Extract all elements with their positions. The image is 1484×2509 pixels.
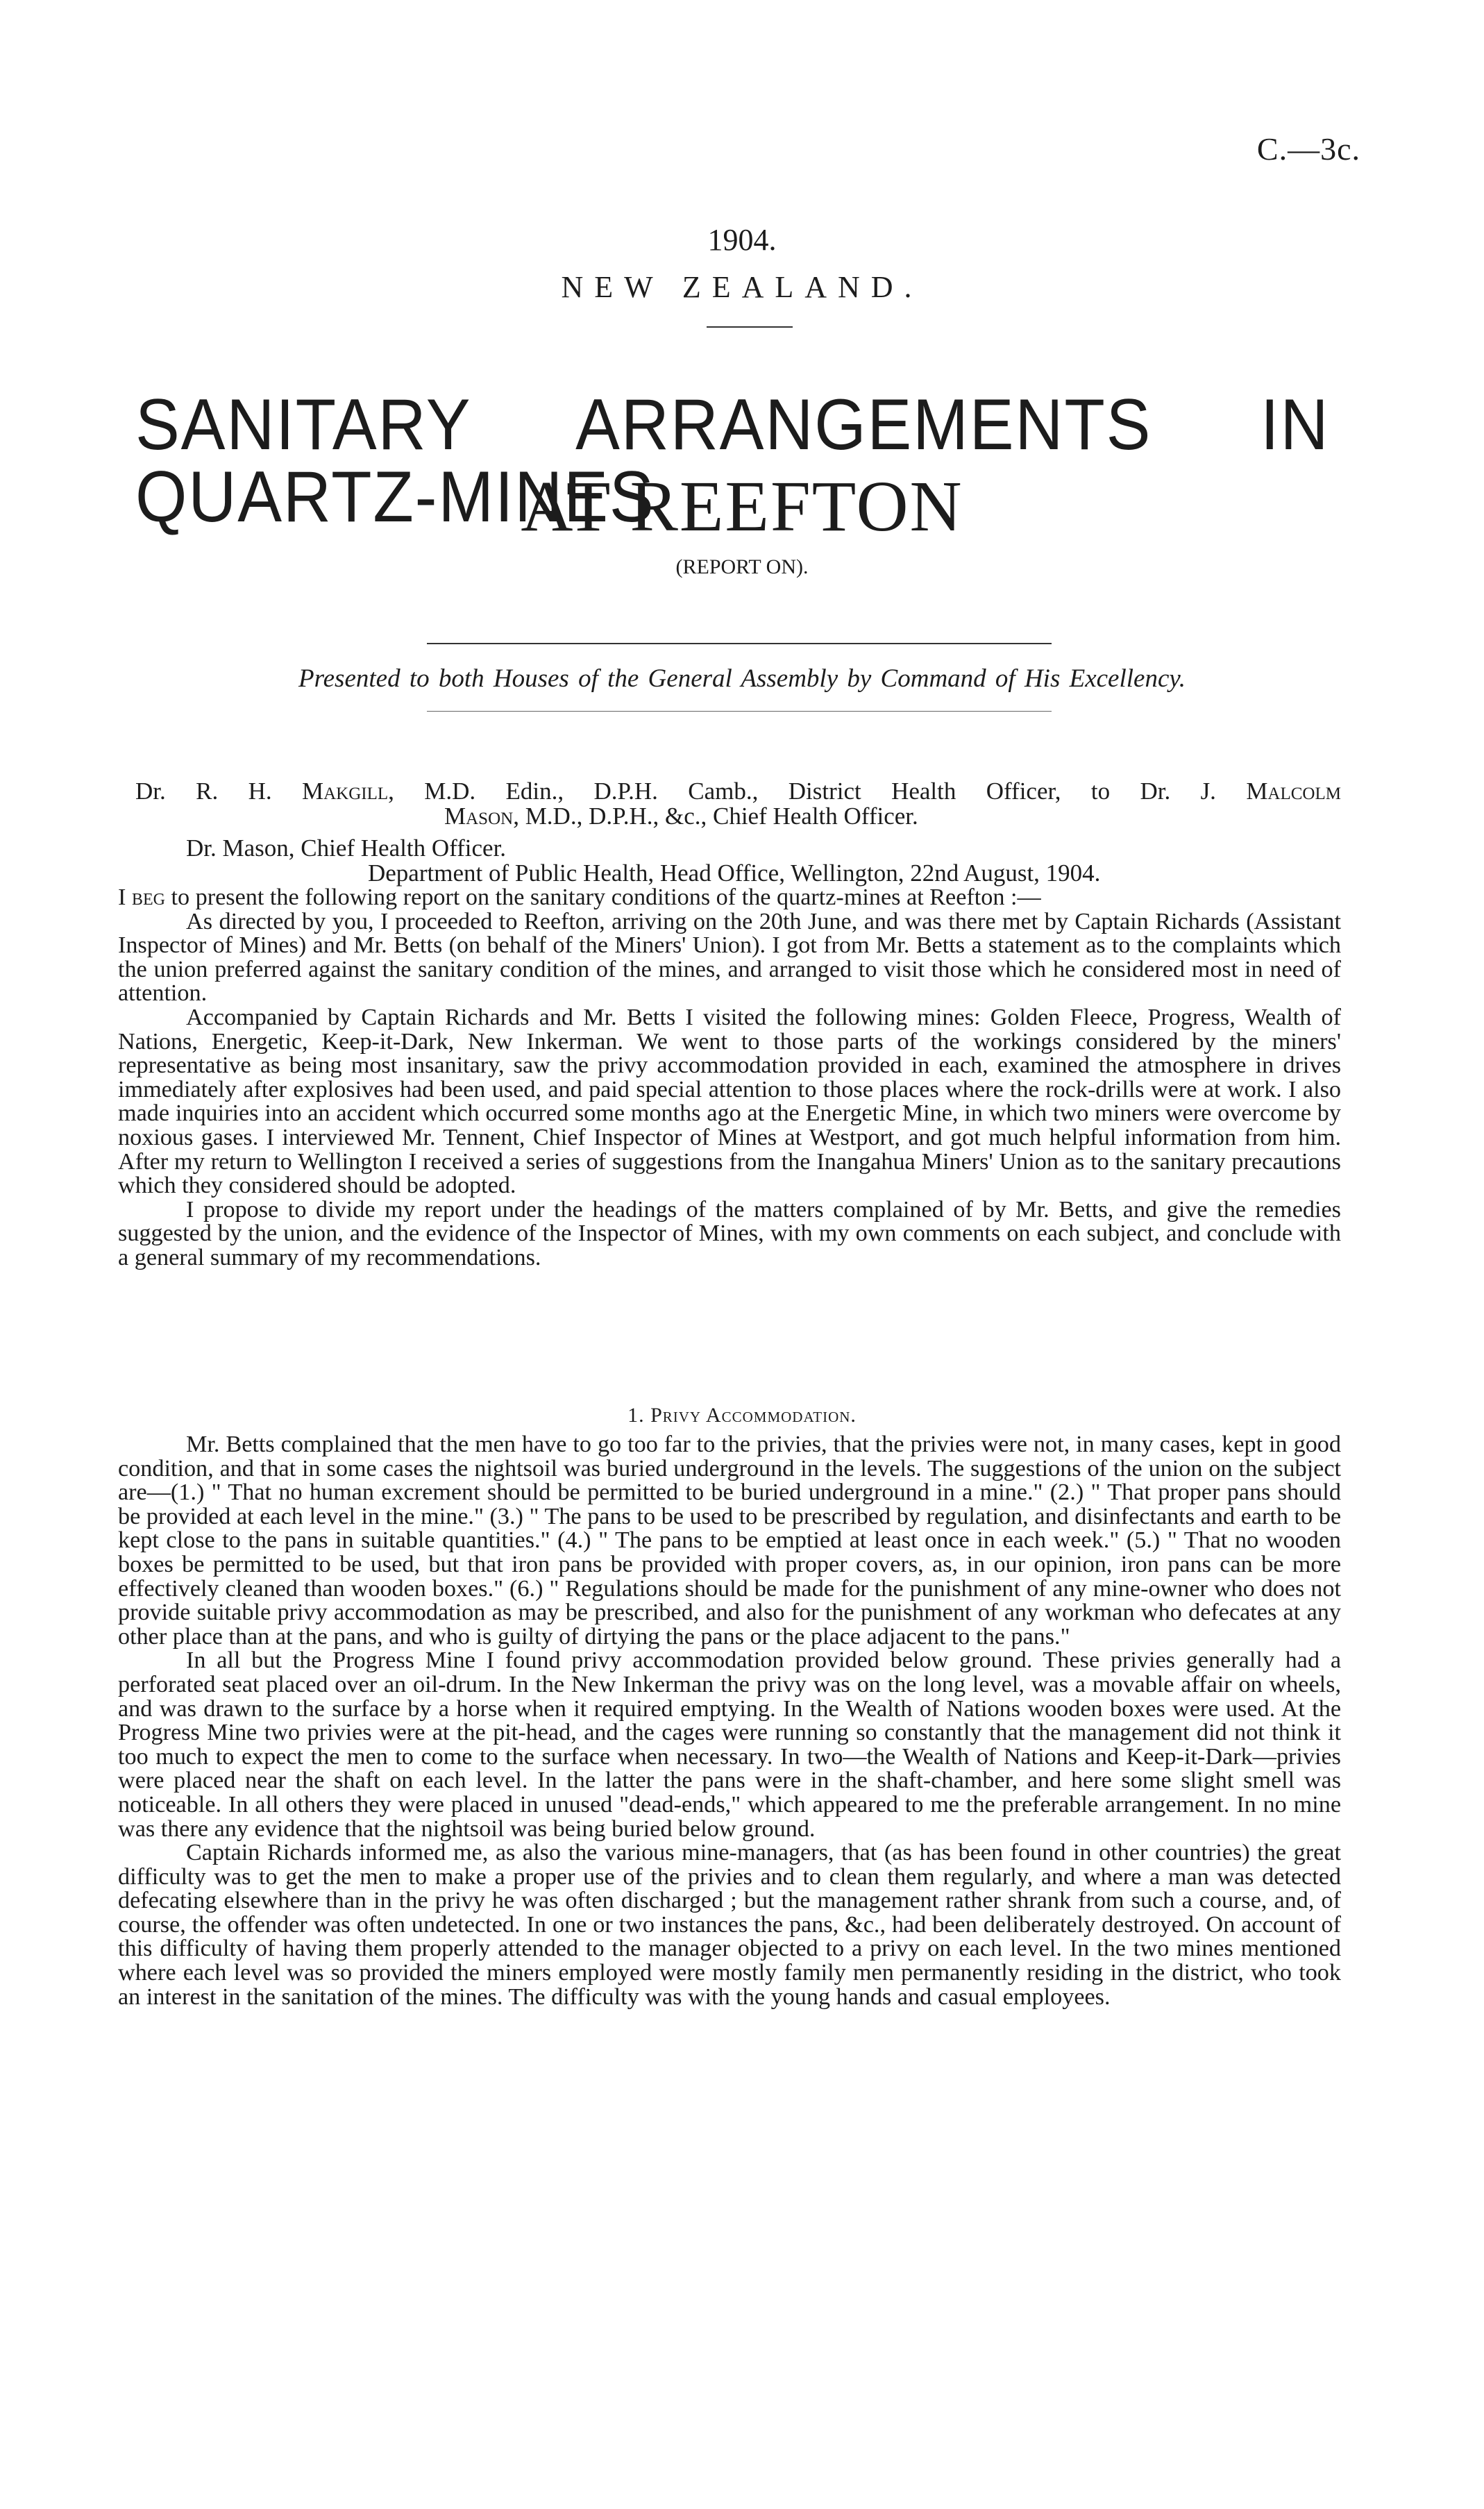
- paragraph-1-text: to present the following report on the sanitary conditions of the quartz-mines at Reefton :—: [165, 884, 1041, 910]
- report-subtitle: (REPORT ON).: [675, 555, 809, 578]
- department-dateline: Department of Public Health, Head Office, Wellington, 22nd August, 1904.: [368, 859, 1101, 887]
- paragraph-6: In all but the Progress Mine I found privy accommodation provided below ground. These privies generally had a perforated seat placed over an oil-drum. In the New Inkerman the privy was on the long level, was a movable affair on wheels, and was drawn to the surface by a horse when it required emptying. In the Wealth of Nations wooden boxes were used. At the Progress Mine two privies were at the pit-head, and the cages were running so constantly that the management did not think it too much to expect the men to come to the surface when necessary. In two—the Wealth of Nations and Keep-it-Dark—privies were placed near the shaft on each level. In the latter the pans were in the shaft-chamber, and here some slight smell was noticeable. In all others they were placed in unused "dead-ends," which appeared to me the preferable arrangement. In no mine was there any evidence that the nightsoil was being buried below ground.: [118, 1647, 1341, 1842]
- paragraph-3: Accompanied by Captain Richards and Mr. Betts I visited the following mines: Golden Fleece, Progress, Wealth of Nations, Energetic, Keep-it-Dark, New Inkerman. We went to those parts of the workings considered by the miners' representative as being most insanitary, saw the privy accommodation provided in each, examined the atmosphere in drives immediately after explosives had been used, and paid special attention to those places where the rock-drills were at work. I also made inquiries into an accident which occurred some months ago at the Energetic Mine, in which two miners were overcome by noxious gases. I interviewed Mr. Tennent, Chief Inspector of Mines at Westport, and got much helpful information from him. After my return to Wellington I received a series of suggestions from the Inangahua Miners' Union as to the sanitary precautions which they considered should be adopted.: [118, 1004, 1341, 1199]
- salutation: Dr. Mason, Chief Health Officer.: [186, 834, 507, 862]
- letter-heading-line-1: [135, 779, 1341, 803]
- body-text-intro: [118, 886, 1341, 1270]
- recipient-firstname: Malcolm: [1246, 778, 1341, 805]
- paragraph-2: As directed by you, I proceeded to Reefton, arriving on the 20th June, and was there met by Captain Richards (Assistant Inspector of Mines) and Mr. Betts (on behalf of the Miners' Union). I got from Mr. Betts a statement as to the complaints which the union preferred against the sanitary condition of the mines, and arranged to visit those which he considered most in need of attention.: [118, 908, 1341, 1007]
- body-text-section-1: [118, 1433, 1341, 2009]
- section-title: Privy Accommodation.: [650, 1404, 857, 1427]
- paragraph-1-lead: I beg: [118, 884, 165, 910]
- presented-line: Presented to both Houses of the General Assembly by Command of His Excellency.: [298, 664, 1186, 693]
- year-heading: 1904.: [707, 223, 777, 257]
- divider-top: [427, 643, 1052, 644]
- paper-code: C.—3c.: [1256, 131, 1360, 167]
- section-number: 1.: [627, 1404, 651, 1427]
- title-line-2: AT REEFTON: [521, 467, 963, 546]
- paragraph-4: I propose to divide my report under the headings of the matters complained of by Mr. Betts, and give the remedies suggested by the union, and the evidence of the Inspector of Mines, with my own comments on each subject, and conclude with a general summary of my recommendations.: [118, 1196, 1341, 1270]
- title-line-1: SANITARY ARRANGEMENTS IN QUARTZ-MINES: [135, 385, 1330, 537]
- paragraph-1: [118, 886, 1341, 910]
- author-surname: Makgill: [301, 778, 389, 805]
- divider-bottom: [427, 711, 1052, 712]
- country-heading: NEW ZEALAND.: [561, 270, 923, 304]
- author-credentials: , M.D. Edin., D.P.H. Camb., District Health Officer, to Dr. J.: [388, 778, 1216, 805]
- letter-heading-line-2: [444, 804, 918, 828]
- letter-from-prefix: Dr. R. H.: [135, 778, 272, 805]
- section-heading: [0, 1404, 1484, 1427]
- paragraph-5: Mr. Betts complained that the men have to go too far to the privies, that the privies were not, in many cases, kept in good condition, and that in some cases the nightsoil was buried underground in the levels. The suggestions of the union on the subject are—(1.) " That no human excrement should be permitted to be buried underground in a mine." (2.) " That proper pans should be provided at each level in the mine." (3.) " The pans to be used to be prescribed by regulation, and disinfectants and earth to be kept close to the pans in suitable quantities." (4.) " The pans to be emptied at least once in each week." (5.) " That no wooden boxes be permitted to be used, but that iron pans be provided with proper covers, as, in our opinion, iron pans can be more effectively cleaned than wooden boxes." (6.) " Regulations should be made for the punishment of any mine-owner who does not provide suitable privy accommodation as may be prescribed, and also for the punishment of any workman who defecates at any other place than at the pans, and who is guilty of dirtying the pans or the place adjacent to the pans.": [118, 1432, 1341, 1650]
- paragraph-7: Captain Richards informed me, as also the various mine-managers, that (as has been found in other countries) the great difficulty was to get the men to make a proper use of the privies and to clean them regularly, and where a man was detected defecating elsewhere than in the privy he was often discharged ; but the management rather shrank from such a course, and, of course, the offender was often undetected. In one or two instances the pans, &c., had been deliberately destroyed. On account of this difficulty of having them properly attended to the manager objected to a privy on each level. In the two mines mentioned where each level was so provided the miners employed were mostly family men permanently residing in the district, who took an interest in the sanitation of the mines. The difficulty was with the young hands and casual employees.: [118, 1840, 1341, 2010]
- divider-short: [707, 326, 793, 328]
- recipient-credentials: , M.D., D.P.H., &c., Chief Health Officer.: [513, 803, 918, 830]
- recipient-surname: Mason: [444, 803, 514, 830]
